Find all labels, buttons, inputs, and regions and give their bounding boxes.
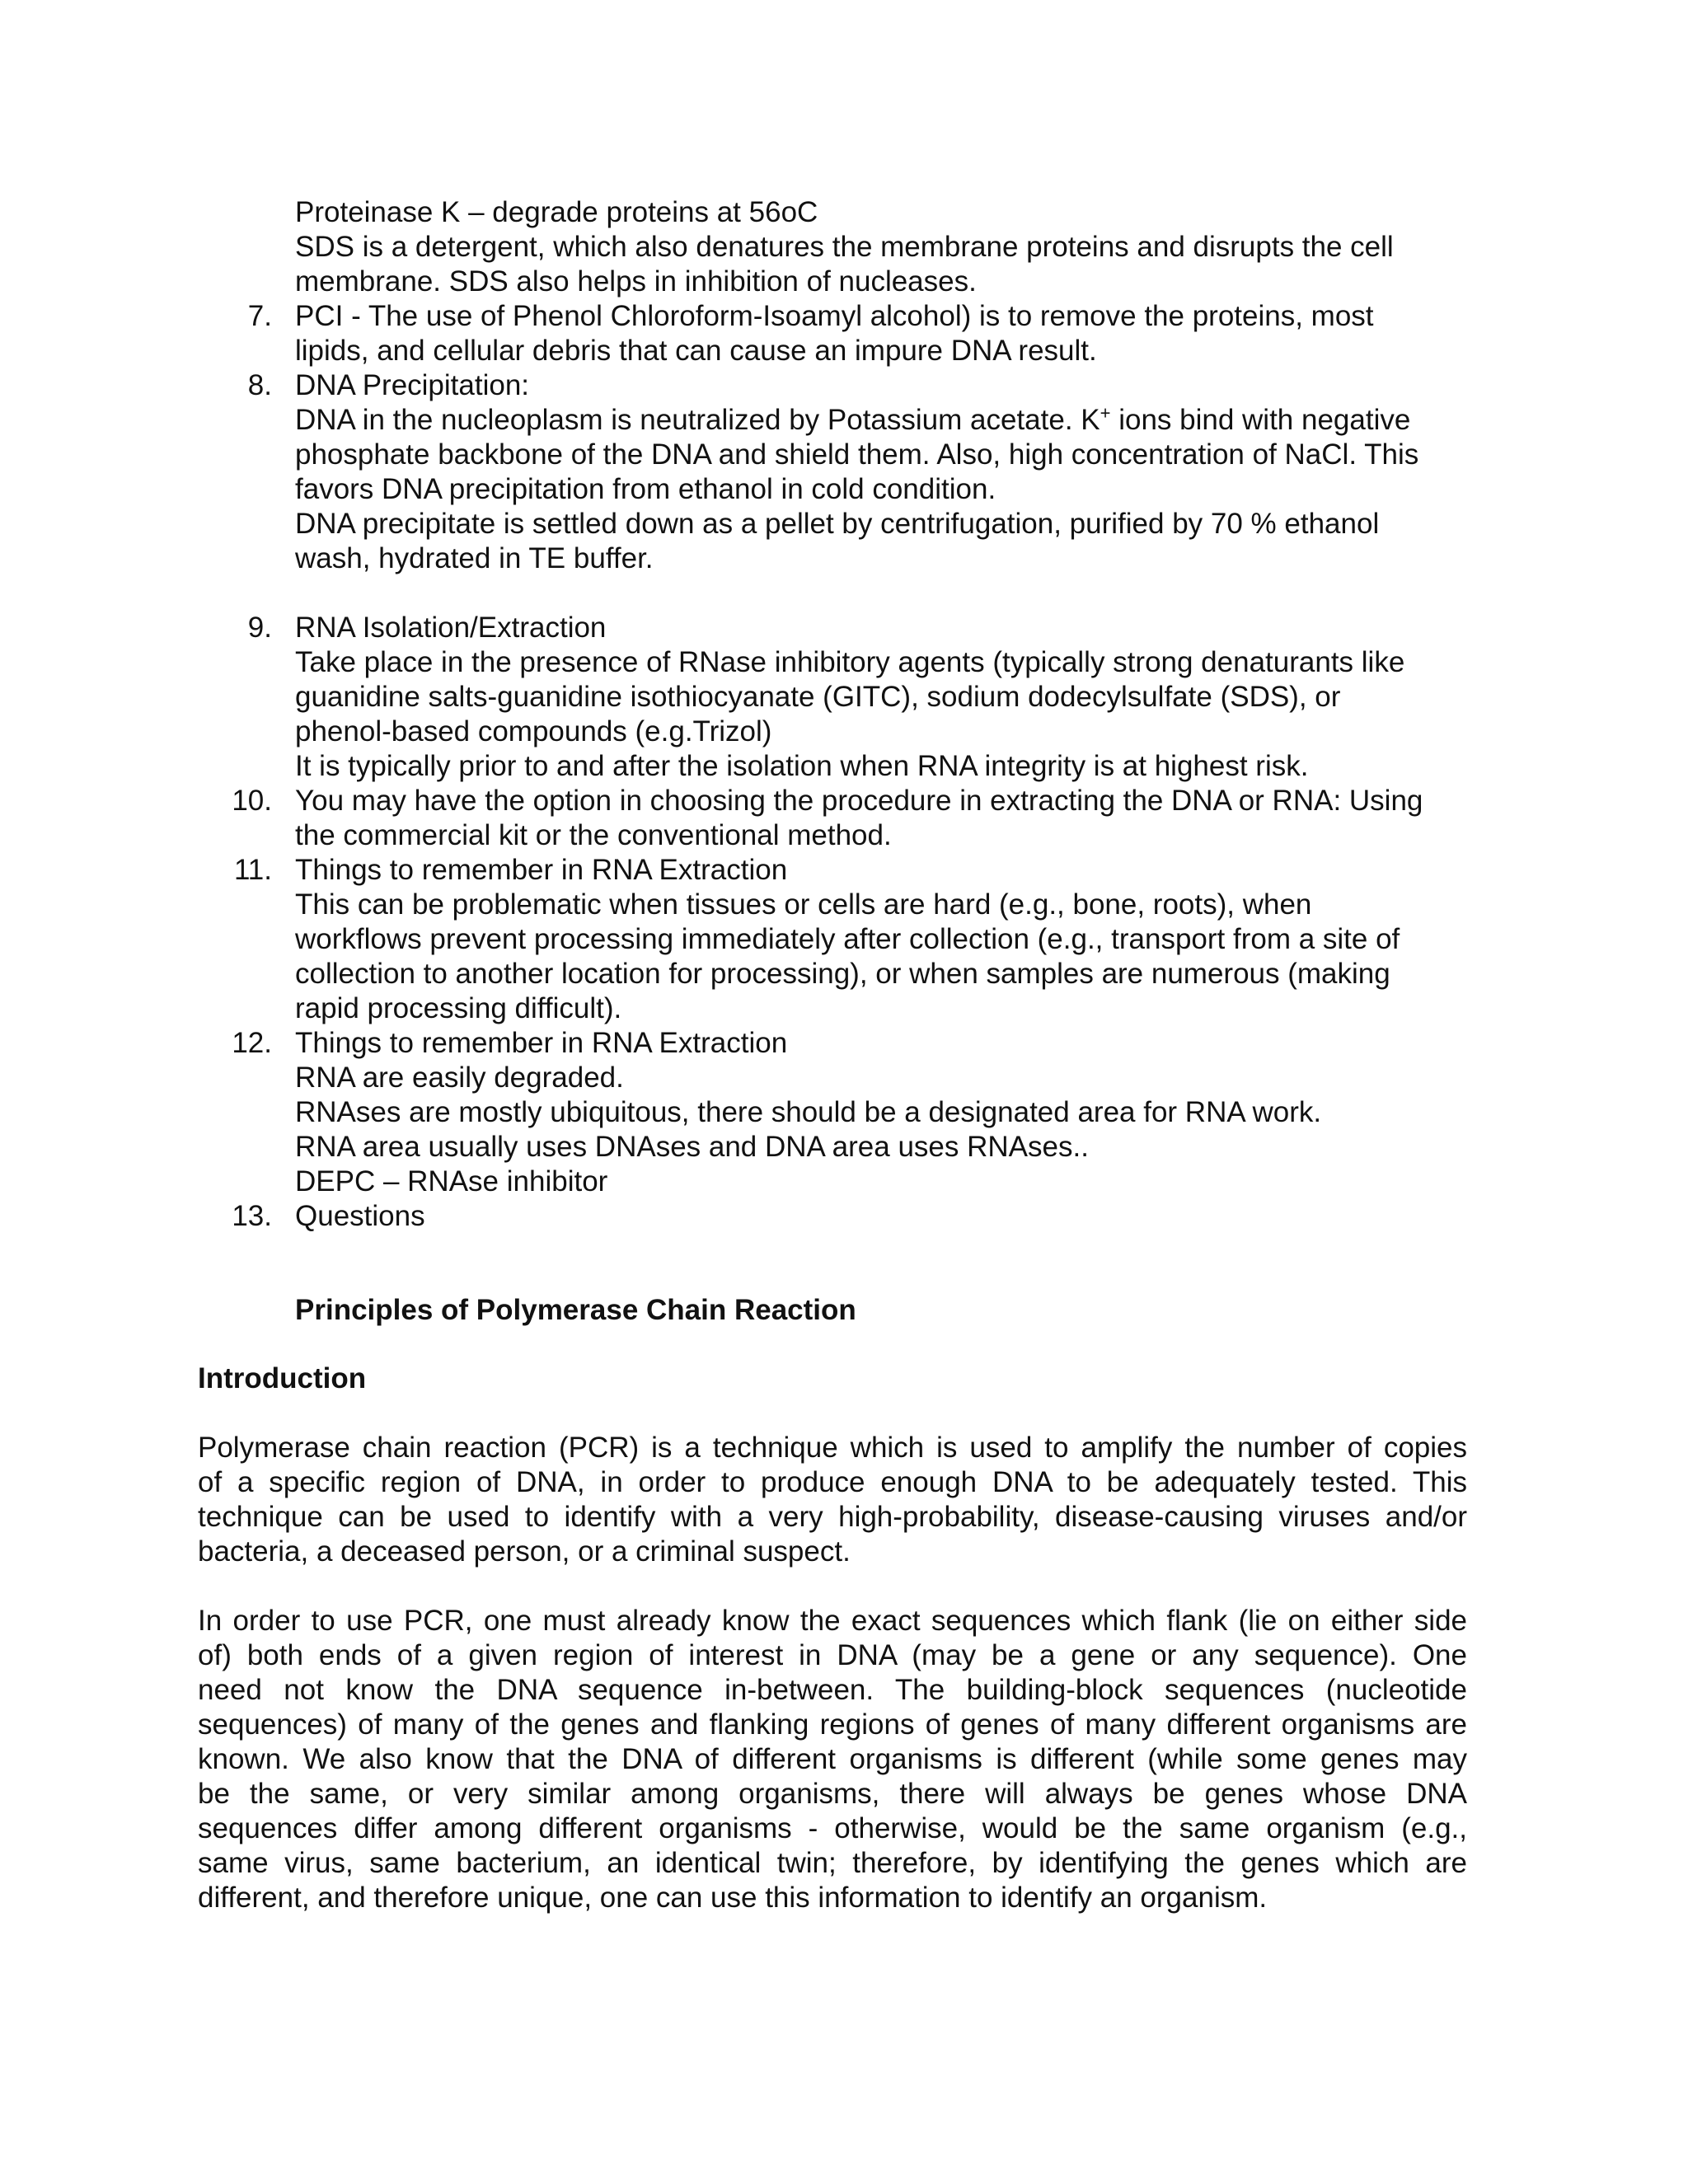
text-line: You may have the option in choosing the procedure in extracting the DNA or RNA: Using: [295, 785, 1423, 817]
text-segment: ions bind with negative: [1110, 404, 1411, 436]
list-number: 10.: [232, 785, 272, 817]
text-line: phosphate backbone of the DNA and shield them. Also, high concentration of NaCl. This: [295, 438, 1419, 471]
paragraph-pcr-sequences: [198, 1604, 1467, 1915]
list-item-continuation: [198, 195, 1500, 299]
paragraph-line: be the same, or very similar among organisms, there will always be genes whose DNA: [198, 1778, 1467, 1810]
text-line: Questions: [295, 1200, 425, 1232]
text-line: collection to another location for processing), or when samples are numerous (making: [295, 958, 1390, 990]
paragraph-line: different, and therefore unique, one can use this information to identify an organism.: [198, 1882, 1268, 1914]
list-number: 13.: [232, 1200, 272, 1232]
text-line: Things to remember in RNA Extraction: [295, 1027, 788, 1059]
text-line: the commercial kit or the conventional method.: [295, 819, 892, 851]
text-line: RNA area usually uses DNAses and DNA area uses RNAses..: [295, 1131, 1089, 1163]
list-number: 11.: [233, 854, 272, 886]
text-line: phenol-based compounds (e.g.Trizol): [295, 715, 772, 748]
paragraph-line: of) both ends of a given region of interest in DNA (may be a gene or any sequence). One: [198, 1639, 1467, 1671]
text-line: workflows prevent processing immediately after collection (e.g., transport from a site of: [295, 923, 1400, 955]
text-line: RNAses are mostly ubiquitous, there should be a designated area for RNA work.: [295, 1096, 1322, 1128]
text-line: It is typically prior to and after the isolation when RNA integrity is at highest risk.: [295, 750, 1309, 782]
list-item-10: [198, 784, 1500, 853]
list-item-7: [198, 299, 1500, 368]
text-line: favors DNA precipitation from ethanol in cold condition.: [295, 473, 996, 505]
list-item-9: [198, 611, 1500, 784]
text-line: RNA are easily degraded.: [295, 1062, 624, 1094]
text-line-with-superscript: [295, 403, 1500, 438]
list-number: 7.: [247, 300, 272, 332]
text-line: DNA Precipitation:: [295, 369, 530, 401]
paragraph-line: known. We also know that the DNA of different organisms is different (while some genes may: [198, 1743, 1467, 1775]
paragraph-line: bacteria, a deceased person, or a criminal suspect.: [198, 1535, 851, 1568]
paragraph-line: technique can be used to identify with a very high-probability, disease-causing viruses and/or: [198, 1501, 1467, 1533]
paragraph-intro: [198, 1431, 1467, 1569]
list-item-8: [198, 368, 1500, 576]
intro-heading: Introduction: [198, 1362, 367, 1394]
text-line: Things to remember in RNA Extraction: [295, 854, 788, 886]
text-line: DEPC – RNAse inhibitor: [295, 1165, 608, 1197]
paragraph-line: of a specific region of DNA, in order to produce enough DNA to be adequately tested. This: [198, 1466, 1467, 1498]
text-line: membrane. SDS also helps in inhibition of nucleases.: [295, 265, 977, 298]
text-line: Take place in the presence of RNase inhibitory agents (typically strong denaturants like: [295, 646, 1405, 678]
text-line: SDS is a detergent, which also denatures the membrane proteins and disrupts the cell: [295, 231, 1394, 263]
paragraph-line: sequences) of many of the genes and flanking regions of genes of many different organisms are: [198, 1708, 1467, 1741]
text-line: rapid processing difficult).: [295, 992, 622, 1024]
text-line: guanidine salts-guanidine isothiocyanate (GITC), sodium dodecylsulfate (SDS), or: [295, 681, 1341, 713]
spacer: [198, 576, 1500, 611]
list-number: 12.: [232, 1027, 272, 1059]
list-item-11: [198, 853, 1500, 1026]
superscript: +: [1100, 402, 1111, 424]
section-title: Principles of Polymerase Chain Reaction: [295, 1294, 856, 1326]
text-line: RNA Isolation/Extraction: [295, 612, 607, 644]
text-line: PCI - The use of Phenol Chloroform-Isoamyl alcohol) is to remove the proteins, most: [295, 300, 1374, 332]
list-item-13: [198, 1199, 1500, 1234]
text-line: DNA precipitate is settled down as a pellet by centrifugation, purified by 70 % ethanol: [295, 508, 1380, 540]
list-number: 9.: [247, 612, 272, 644]
paragraph-line: Polymerase chain reaction (PCR) is a technique which is used to amplify the number of copies: [198, 1432, 1467, 1464]
text-line: lipids, and cellular debris that can cause an impure DNA result.: [295, 335, 1097, 367]
text-line: wash, hydrated in TE buffer.: [295, 542, 654, 574]
paragraph-line: In order to use PCR, one must already know the exact sequences which flank (lie on either side: [198, 1605, 1467, 1637]
list-item-12: [198, 1026, 1500, 1199]
numbered-list: [198, 195, 1500, 1234]
paragraph-line: sequences differ among different organisms - otherwise, would be the same organism (e.g.,: [198, 1812, 1467, 1844]
text-line: Proteinase K – degrade proteins at 56oC: [295, 196, 818, 228]
paragraph-line: same virus, same bacterium, an identical twin; therefore, by identifying the genes which are: [198, 1847, 1467, 1879]
text-segment: DNA in the nucleoplasm is neutralized by Potassium acetate. K: [295, 404, 1100, 436]
paragraph-line: need not know the DNA sequence in-between. The building-block sequences (nucleotide: [198, 1674, 1467, 1706]
list-number: 8.: [247, 369, 272, 401]
text-line: This can be problematic when tissues or cells are hard (e.g., bone, roots), when: [295, 888, 1312, 921]
